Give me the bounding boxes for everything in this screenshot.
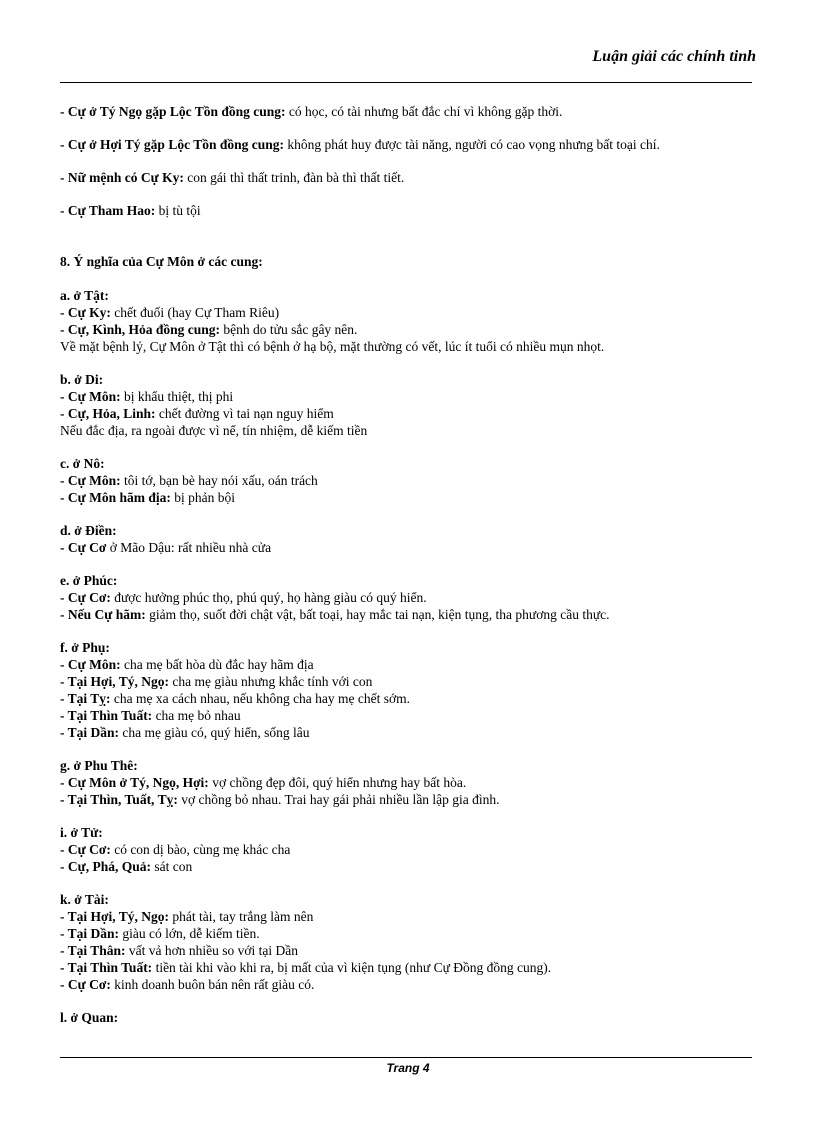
item-text: chết đường vì tai nạn nguy hiểm [155, 406, 334, 421]
item-label: - Cự Môn ở Tý, Ngọ, Hợi: [60, 775, 209, 790]
item-label: - Cự ở Hợi Tý gặp Lộc Tồn đồng cung: [60, 137, 284, 152]
subsection-line [60, 908, 760, 925]
item-text: Về mặt bệnh lý, Cự Môn ở Tật thì có bệnh ở hạ bộ, mặt thường có vết, lúc ít tuổi có nhiều mụn nhọt. [60, 339, 605, 354]
subsection-line [60, 422, 760, 439]
subsection-line [60, 338, 760, 355]
subsection-heading: d. ở Điền: [60, 523, 117, 538]
item-text: chết đuối (hay Cự Tham Riêu) [110, 305, 280, 320]
subsection-line [60, 606, 760, 623]
subsections-block [60, 287, 760, 1026]
subsection-line [60, 791, 760, 808]
item-text: phát tài, tay trắng làm nên [169, 909, 314, 924]
item-text: sát con [150, 859, 193, 874]
item-text: bị khẩu thiệt, thị phi [120, 389, 234, 404]
item-text: có con dị bào, cùng mẹ khác cha [110, 842, 291, 857]
footer-divider [60, 1057, 752, 1058]
subsection-heading: f. ở Phụ: [60, 640, 110, 655]
subsection-heading: e. ở Phúc: [60, 573, 118, 588]
subsection-line [60, 539, 760, 556]
subsection-heading: g. ở Phu Thê: [60, 758, 138, 773]
item-label: - Cự Môn: [60, 473, 121, 488]
item-text: kinh doanh buôn bán nên rất giàu có. [110, 977, 315, 992]
item-label: - Cự, Phá, Quả: [60, 859, 151, 874]
subsection [60, 455, 760, 506]
subsection [60, 891, 760, 993]
item-label: - Cự Môn: [60, 389, 121, 404]
intro-line [60, 202, 760, 219]
intro-block [60, 103, 760, 219]
subsection-line [60, 656, 760, 673]
item-label: - Tại Dần: [60, 725, 120, 740]
subsection-line [60, 841, 760, 858]
page-number: Trang 4 [386, 1061, 430, 1075]
item-label: - Cự Cơ [60, 540, 107, 555]
subsection-line [60, 304, 760, 321]
subsection-line [60, 858, 760, 875]
item-text: có học, có tài nhưng bất đắc chí vì không gặp thời. [285, 104, 563, 119]
item-label: - Cự Môn: [60, 657, 121, 672]
item-label: - Tại Thân: [60, 943, 126, 958]
intro-paragraph [60, 202, 760, 219]
subsection-line [60, 959, 760, 976]
subsection [60, 287, 760, 355]
item-label: - Cự Cơ: [60, 977, 111, 992]
item-text: cha mẹ bất hòa dù đắc hay hãm địa [120, 657, 314, 672]
subsection [60, 572, 760, 623]
intro-line [60, 103, 760, 120]
intro-line [60, 136, 760, 153]
item-text: con gái thì thất trinh, đàn bà thì thất tiết. [183, 170, 405, 185]
subsection-line [60, 589, 760, 606]
item-text: giảm thọ, suốt đời chật vật, bất toại, hay mắc tai nạn, kiện tụng, tha phương cầu thực. [145, 607, 610, 622]
subsection [60, 639, 760, 741]
item-label: - Tại Hợi, Tý, Ngọ: [60, 909, 169, 924]
item-label: - Tại Thìn Tuất: [60, 960, 153, 975]
subsection-line [60, 724, 760, 741]
item-label: - Tại Dần: [60, 926, 120, 941]
document-body [60, 103, 760, 1042]
item-text: tôi tớ, bạn bè hay nói xấu, oán trách [120, 473, 318, 488]
item-label: - Cự ở Tý Ngọ gặp Lộc Tồn đồng cung: [60, 104, 286, 119]
subsection-heading: l. ở Quan: [60, 1010, 119, 1025]
subsection-line [60, 925, 760, 942]
subsection [60, 1009, 760, 1026]
subsection [60, 757, 760, 808]
intro-paragraph [60, 136, 760, 153]
page-header-title: Luận giải các chính tinh [592, 48, 756, 65]
subsection [60, 522, 760, 556]
item-text: cha mẹ giàu có, quý hiển, sống lâu [119, 725, 310, 740]
subsection-line [60, 405, 760, 422]
subsection-line [60, 673, 760, 690]
item-text: cha mẹ bỏ nhau [152, 708, 241, 723]
item-label: - Cự Môn hãm địa: [60, 490, 171, 505]
subsection-heading: c. ở Nô: [60, 456, 105, 471]
item-label: - Nếu Cự hãm: [60, 607, 146, 622]
item-label: - Cự Cơ: [60, 590, 111, 605]
subsection-heading: b. ở Di: [60, 372, 104, 387]
intro-line [60, 169, 760, 186]
subsection-line [60, 472, 760, 489]
item-label: - Tại Tỵ: [60, 691, 111, 706]
subsection-line [60, 942, 760, 959]
item-text: không phát huy được tài năng, người có cao vọng nhưng bất toại chí. [283, 137, 660, 152]
item-label: - Tại Thìn, Tuất, Tỵ: [60, 792, 178, 807]
item-label: - Cự Tham Hao: [60, 203, 156, 218]
section-title: 8. Ý nghĩa của Cự Môn ở các cung: [60, 254, 263, 269]
subsection-heading: i. ở Tử: [60, 825, 103, 840]
item-text: vất vả hơn nhiều so với tại Dần [125, 943, 299, 958]
subsection [60, 371, 760, 439]
item-label: - Cự Cơ: [60, 842, 111, 857]
item-text: cha mẹ xa cách nhau, nếu không cha hay mẹ chết sớm. [110, 691, 411, 706]
item-text: vợ chồng đẹp đôi, quý hiển nhưng hay bất hòa. [208, 775, 467, 790]
intro-paragraph [60, 169, 760, 186]
item-text: giàu có lớn, dễ kiếm tiền. [119, 926, 260, 941]
subsection-line [60, 690, 760, 707]
item-text: tiền tài khi vào khi ra, bị mất của vì kiện tụng (như Cự Đồng đồng cung). [152, 960, 552, 975]
subsection [60, 824, 760, 875]
item-label: - Tại Hợi, Tý, Ngọ: [60, 674, 169, 689]
item-label: - Cự Ky: [60, 305, 111, 320]
item-label: - Tại Thìn Tuất: [60, 708, 153, 723]
item-label: - Cự, Hỏa, Linh: [60, 406, 156, 421]
intro-paragraph [60, 103, 760, 120]
item-text: Nếu đắc địa, ra ngoài được vì nể, tín nhiệm, dễ kiếm tiền [60, 423, 368, 438]
item-text: được hưởng phúc thọ, phú quý, họ hàng giàu có quý hiển. [110, 590, 427, 605]
subsection-line [60, 976, 760, 993]
item-text: ở Mão Dậu: rất nhiều nhà cửa [106, 540, 272, 555]
item-text: bệnh do tửu sắc gây nên. [220, 322, 358, 337]
subsection-line [60, 489, 760, 506]
subsection-heading: k. ở Tài: [60, 892, 109, 907]
subsection-line [60, 388, 760, 405]
header-divider [60, 82, 752, 83]
item-text: bị phản bội [170, 490, 235, 505]
subsection-line [60, 707, 760, 724]
item-label: - Nữ mệnh có Cự Ky: [60, 170, 184, 185]
subsection-line [60, 321, 760, 338]
subsection-heading: a. ở Tật: [60, 288, 109, 303]
item-text: vợ chồng bỏ nhau. Trai hay gái phải nhiều lần lập gia đình. [177, 792, 500, 807]
item-text: cha mẹ giàu nhưng khắc tính với con [169, 674, 373, 689]
item-label: - Cự, Kình, Hỏa đồng cung: [60, 322, 221, 337]
subsection-line [60, 774, 760, 791]
item-text: bị tù tội [155, 203, 201, 218]
